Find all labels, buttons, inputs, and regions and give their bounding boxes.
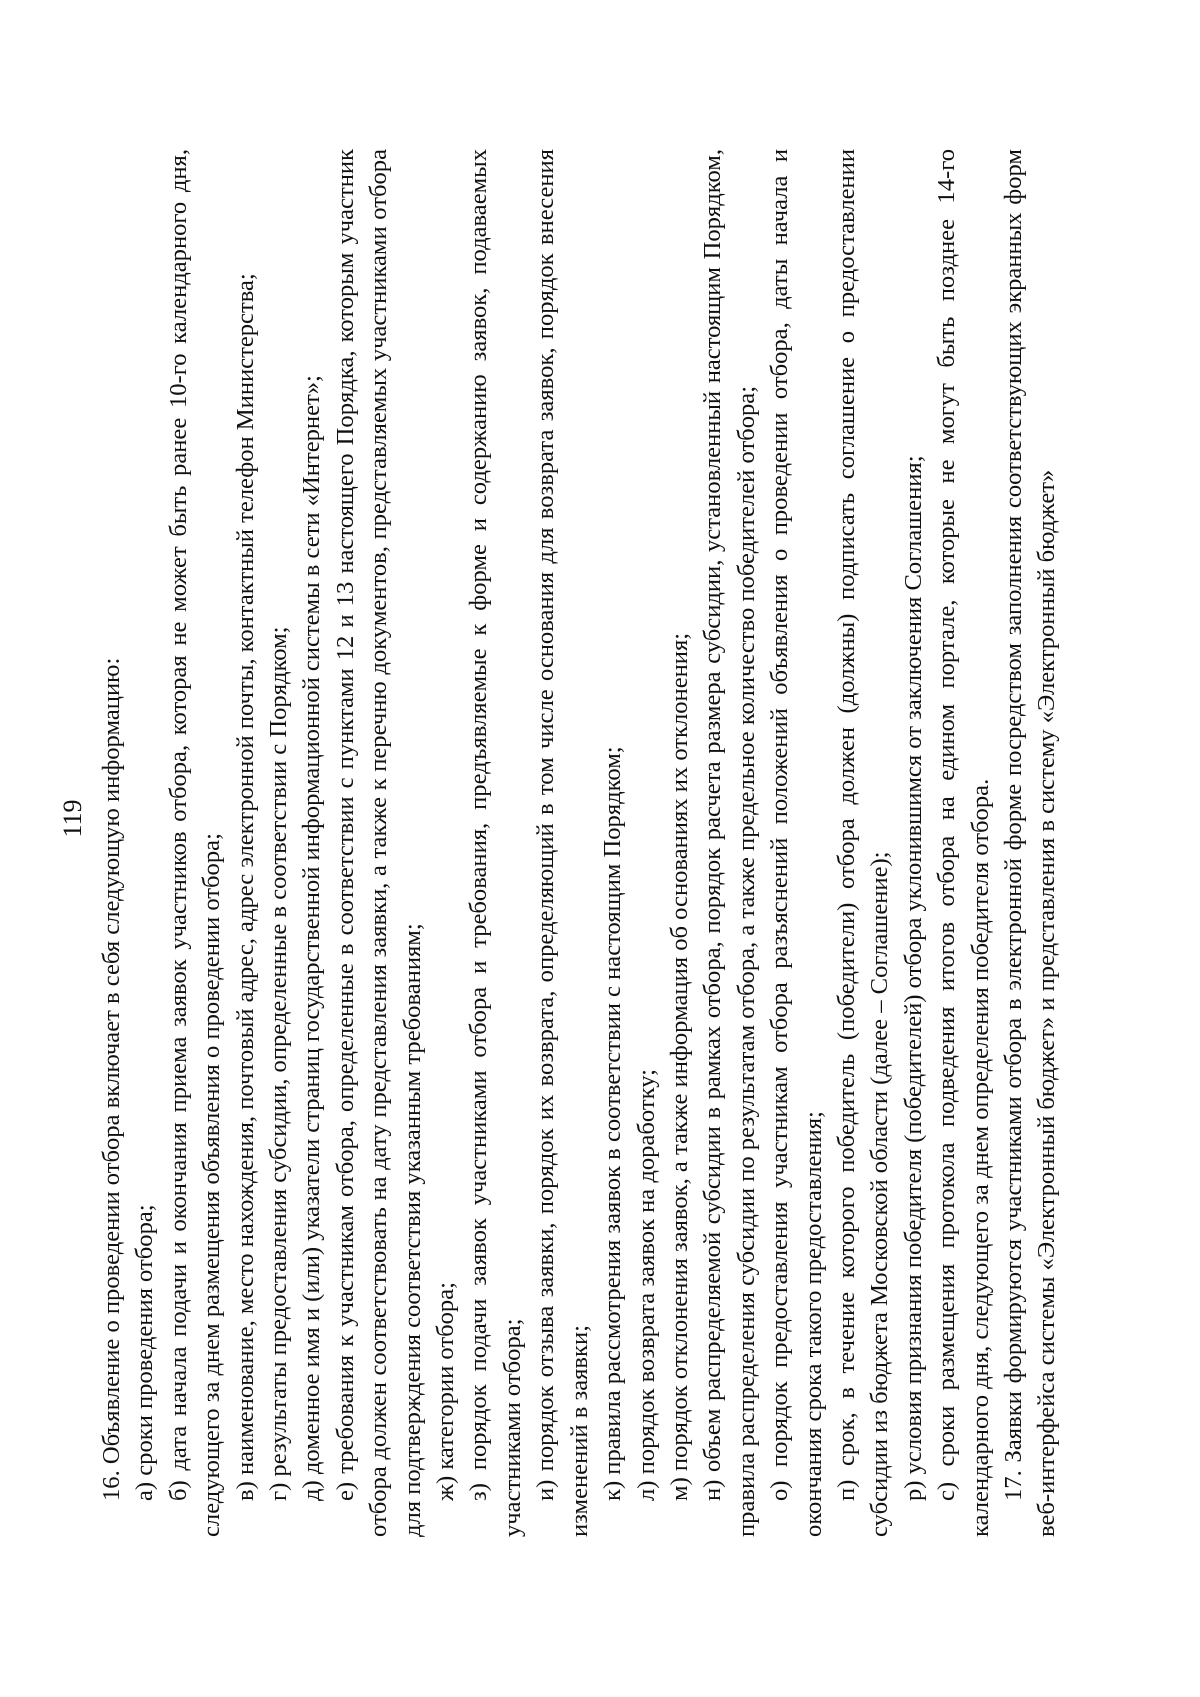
item-g: г) результаты предоставления субсидии, определенные в соответствии с Порядком; (265, 626, 293, 1501)
item-m: м) порядок отклонения заявок, а также информация об основаниях их отклонения; (665, 632, 693, 1501)
item-i: и) порядок отзыва заявки, порядок их возврата, определяющий в том числе основания для возврата заявок, порядок внесения изменений в заявки; (532, 149, 593, 1537)
item-d: д) доменное имя и (или) указатели страниц государственной информационной системы в сети «Интернет»; (298, 375, 326, 1501)
item-zh: ж) категории отбора; (432, 1282, 460, 1501)
page-number: 119 (58, 799, 87, 838)
item-p: п) срок, в течение которого победитель (победители) отбора должен (должны) подписать соглашение о предоставлении субсидии из бюджета Московской области (далее – Соглашение); (832, 149, 894, 1537)
item-o: о) порядок предоставления участникам отбора разъяснений положений объявления о проведении отбора, даты начала и окончания срока такого предоставления; (766, 149, 827, 1537)
document-body (95, 149, 1064, 1537)
item-e: е) требования к участникам отбора, определенные в соответствии с пунктами 12 и 13 настоящего Порядка, которым участник отбора должен соответствовать на дату представления заявки, а также к перечню документов, представляемых участниками отбора для подтверждения соответствия указанным требованиям; (331, 149, 426, 1537)
item-n: н) объем распределяемой субсидии в рамках отбора, порядок расчета размера субсидии, установленный настоящим Порядком, правила распределения субсидии по результатам отбора, а также предельное количество победителей отбора; (699, 149, 760, 1537)
paragraph-16-intro: 16. Объявление о проведении отбора включает в себя следующую информацию: (98, 657, 125, 1501)
item-k: к) правила рассмотрения заявок в соответствии с настоящим Порядком; (599, 746, 627, 1501)
paragraph-17: 17. Заявки формируются участниками отбора в электронной форме посредством заполнения соответствующих экранных форм веб-интерфейса системы «Электронный бюджет» и представления в систему «Электронный бюджет» (999, 149, 1061, 1537)
item-v: в) наименование, место нахождения, почтовый адрес, адрес электронной почты, контактный телефон Министерства; (231, 273, 259, 1501)
item-l: л) порядок возврата заявок на доработку; (632, 1068, 660, 1501)
item-a: а) сроки проведения отбора; (131, 1204, 159, 1501)
item-s: с) сроки размещения протокола подведения итогов отбора на едином портале, которые не могут быть позднее 14-го календарного дня, следующего за днем определения победителя отбора. (933, 149, 994, 1537)
item-r: р) условия признания победителя (победителей) отбора уклонившимся от заключения Соглашения; (899, 455, 927, 1501)
item-b: б) дата начала подачи и окончания приема заявок участников отбора, которая не может быть ранее 10-го календарного дня, следующего за днем размещения объявления о проведении отбора; (164, 149, 226, 1537)
item-z: з) порядок подачи заявок участниками отбора и требования, предъявляемые к форме и содержанию заявок, подаваемых участниками отбора; (465, 149, 526, 1537)
